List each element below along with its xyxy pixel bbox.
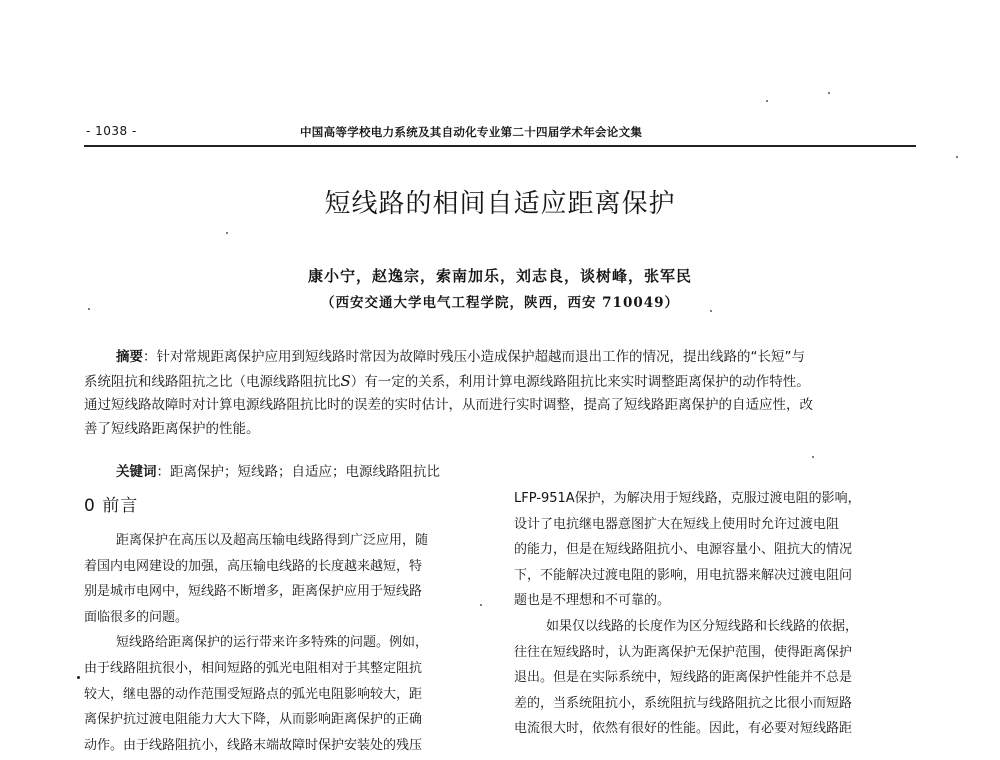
text-line: 如果仅以线路的长度作为区分短线路和长线路的依据，	[546, 618, 859, 634]
paper-title: 短线路的相间自适应距离保护	[324, 189, 676, 219]
text-line: 离保护抗过渡电阻能力大大下降，从而影响距离保护的正确	[84, 712, 423, 728]
right-column	[514, 486, 914, 742]
abstract-line: 善了短线路距离保护的性能。	[84, 420, 260, 437]
left-column	[84, 486, 484, 758]
scan-speck	[226, 232, 228, 234]
text-line: 别是城市电网中，短线路不断增多，距离保护应用于短线路	[84, 584, 423, 600]
text-line: 电流很大时，依然有很好的性能。因此，有必要对短线路距	[514, 721, 853, 737]
abstract	[84, 346, 916, 441]
text-line: 较大，继电器的动作范围受短路点的弧光电阻影响较大，距	[84, 686, 423, 702]
paragraph	[514, 486, 914, 614]
section-heading: 0 前言	[84, 496, 139, 516]
running-head: 中国高等学校电力系统及其自动化专业第二十四届学术年会论文集	[300, 125, 643, 139]
text-line: 短线路给距离保护的运行带来许多特殊的问题。例如，	[116, 635, 429, 651]
text-line: 着国内电网建设的加强，高压输电线路的长度越来越短，特	[84, 558, 423, 574]
text-line: 距离保护在高压以及超高压输电线路得到广泛应用，随	[116, 533, 429, 548]
page-number: - 1038 -	[86, 124, 137, 138]
text-line: 动作。由于线路阻抗小，线路末端故障时保护安装处的残压	[84, 737, 423, 753]
abstract-line	[84, 346, 916, 370]
text-line: 由于线路阻抗很小，相间短路的弧光电阻相对于其整定阻抗	[84, 660, 423, 676]
text-line: 退出。但是在实际系统中，短线路的距离保护性能并不总是	[514, 670, 853, 686]
text-line: 下，不能解决过渡电阻的影响，用电抗器来解决过渡电阻问	[514, 567, 853, 583]
text-line: LFP-951A保护，为解决用于短线路，克服过渡电阻的影响，	[514, 491, 861, 506]
paragraph	[514, 614, 914, 742]
scan-speck	[812, 456, 814, 458]
abstract-text: ）有一定的关系，利用计算电源线路阻抗比来实时调整距离保护的动作特性。	[350, 373, 810, 390]
abstract-line	[84, 370, 916, 395]
abstract-label: 摘要	[116, 349, 143, 365]
scan-speck	[828, 92, 830, 94]
paragraph	[84, 528, 484, 630]
abstract-text: 系统阻抗和线路阻抗之比（电源线路阻抗比	[84, 373, 341, 390]
text-line: 题也是不理想和不可靠的。	[514, 593, 671, 609]
abstract-line: 通过短线路故障时对计算电源线路阻抗比时的误差的实时估计，从而进行实时调整，提高了短线路距离保护的自适应性，改	[84, 397, 813, 413]
text-line: 往往在短线路时，认为距离保护无保护范围，使得距离保护	[514, 644, 853, 660]
keywords	[116, 460, 440, 480]
paragraph	[84, 630, 484, 758]
keywords-label: 关键词	[116, 464, 157, 480]
text-line: 面临很多的问题。	[84, 609, 189, 625]
author-list: 康小宁，赵逸宗，索南加乐，刘志良，谈树峰，张军民	[307, 267, 692, 285]
scan-speck	[956, 156, 958, 158]
text-line: 差的，当系统阻抗小，系统阻抗与线路阻抗之比很小而短路	[514, 695, 853, 711]
abstract-text: ：针对常规距离保护应用到短线路时常因为故障时残压小造成保护超越而退出工作的情况，提出线路的“长短”与	[143, 349, 805, 365]
text-line: 的能力，但是在短线路阻抗小、电源容量小、阻抗大的情况	[514, 542, 853, 558]
symbol-s: S	[340, 371, 351, 390]
scan-speck	[766, 100, 768, 102]
text-line: 设计了电抗继电器意图扩大在短线上使用时允许过渡电阻	[514, 516, 840, 532]
affiliation: （西安交通大学电气工程学院，陕西，西安 710049）	[320, 295, 680, 311]
keywords-text: ：距离保护；短线路；自适应；电源线路阻抗比	[156, 464, 440, 480]
margin-mark	[77, 676, 80, 679]
header-rule	[84, 145, 916, 147]
